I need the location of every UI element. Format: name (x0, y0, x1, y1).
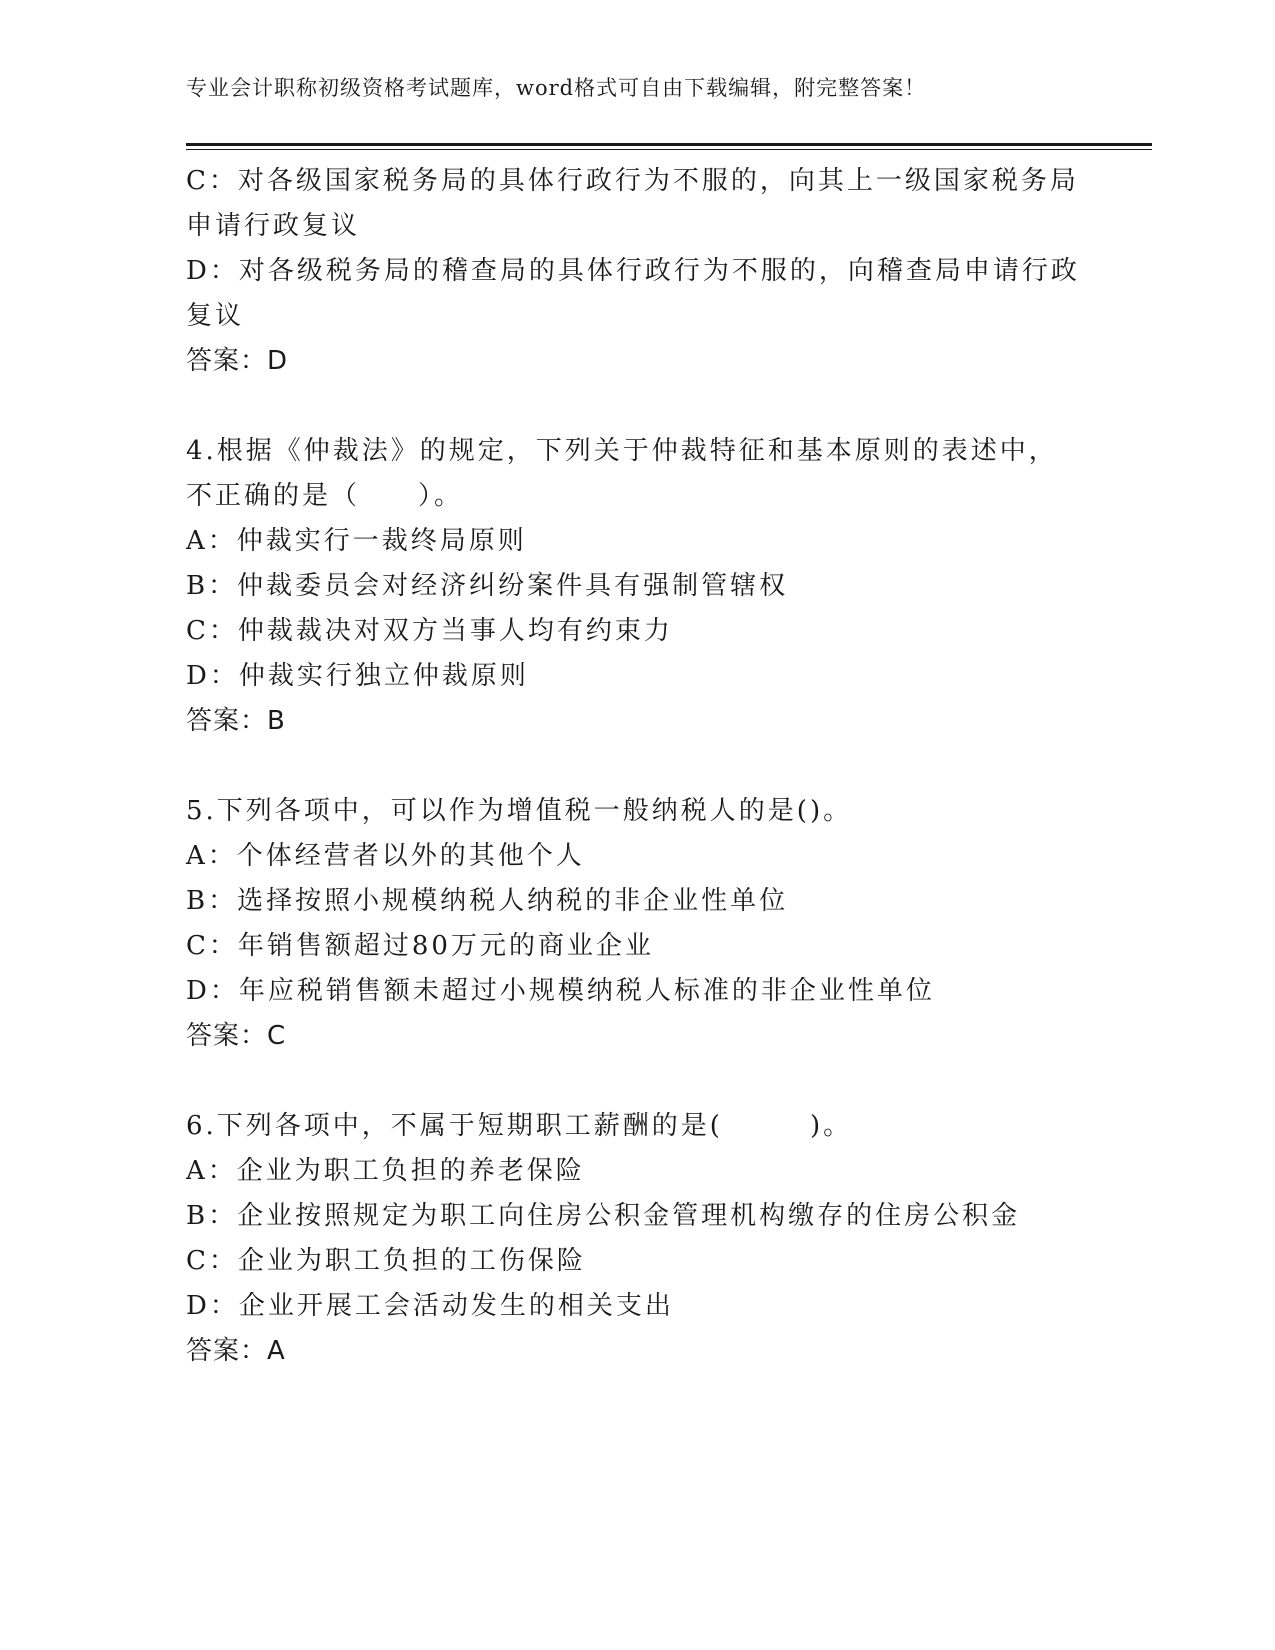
q6-option-d: D：企业开展工会活动发生的相关支出 (186, 1291, 674, 1321)
q4-option-a: A：仲裁实行一裁终局原则 (186, 526, 527, 556)
header-rule-thick (186, 143, 1152, 146)
question-6 (186, 1104, 1086, 1374)
q4-stem-line2: 不正确的是（ ）。 (186, 481, 464, 511)
question-4 (186, 429, 1086, 744)
q6-stem: 6.下列各项中，不属于短期职工薪酬的是( )。 (186, 1111, 853, 1141)
q6-option-a: A：企业为职工负担的养老保险 (186, 1156, 585, 1186)
q3-answer: 答案：D (186, 346, 289, 376)
q4-option-b: B：仲裁委员会对经济纠纷案件具有强制管辖权 (186, 571, 789, 601)
q6-answer: 答案：A (186, 1336, 286, 1366)
q4-option-c: C：仲裁裁决对双方当事人均有约束力 (186, 616, 673, 646)
question-3-continued (186, 159, 1086, 384)
q5-option-d: D：年应税销售额未超过小规模纳税人标准的非企业性单位 (186, 976, 935, 1006)
spacer (186, 1059, 1086, 1104)
q6-option-b: B：企业按照规定为职工向住房公积金管理机构缴存的住房公积金 (186, 1201, 1021, 1231)
q5-option-b: B：选择按照小规模纳税人纳税的非企业性单位 (186, 886, 789, 916)
q4-stem-line1: 4.根据《仲裁法》的规定，下列关于仲裁特征和基本原则的表述中， (186, 436, 1058, 466)
header-rule-thin (186, 149, 1152, 150)
q5-option-c: C：年销售额超过80万元的商业企业 (186, 931, 654, 961)
q3-option-c-line2: 申请行政复议 (186, 211, 361, 241)
q5-answer: 答案：C (186, 1021, 287, 1051)
q5-option-a: A：个体经营者以外的其他个人 (186, 841, 585, 871)
q5-stem: 5.下列各项中，可以作为增值税一般纳税人的是()。 (186, 796, 853, 826)
q3-option-d-line2: 复议 (186, 301, 245, 331)
question-content (186, 159, 1086, 1374)
q3-option-c-line1: C：对各级国家税务局的具体行政行为不服的，向其上一级国家税务局 (186, 166, 1079, 196)
spacer (186, 384, 1086, 429)
q3-option-d-line1: D：对各级税务局的稽查局的具体行政行为不服的，向稽查局申请行政 (186, 256, 1080, 286)
spacer (186, 744, 1086, 789)
q4-answer: 答案：B (186, 706, 286, 736)
question-5 (186, 789, 1086, 1059)
page-header: 专业会计职称初级资格考试题库，word格式可自由下载编辑，附完整答案！ (186, 76, 927, 100)
q4-option-d: D：仲裁实行独立仲裁原则 (186, 661, 529, 691)
q6-option-c: C：企业为职工负担的工伤保险 (186, 1246, 586, 1276)
